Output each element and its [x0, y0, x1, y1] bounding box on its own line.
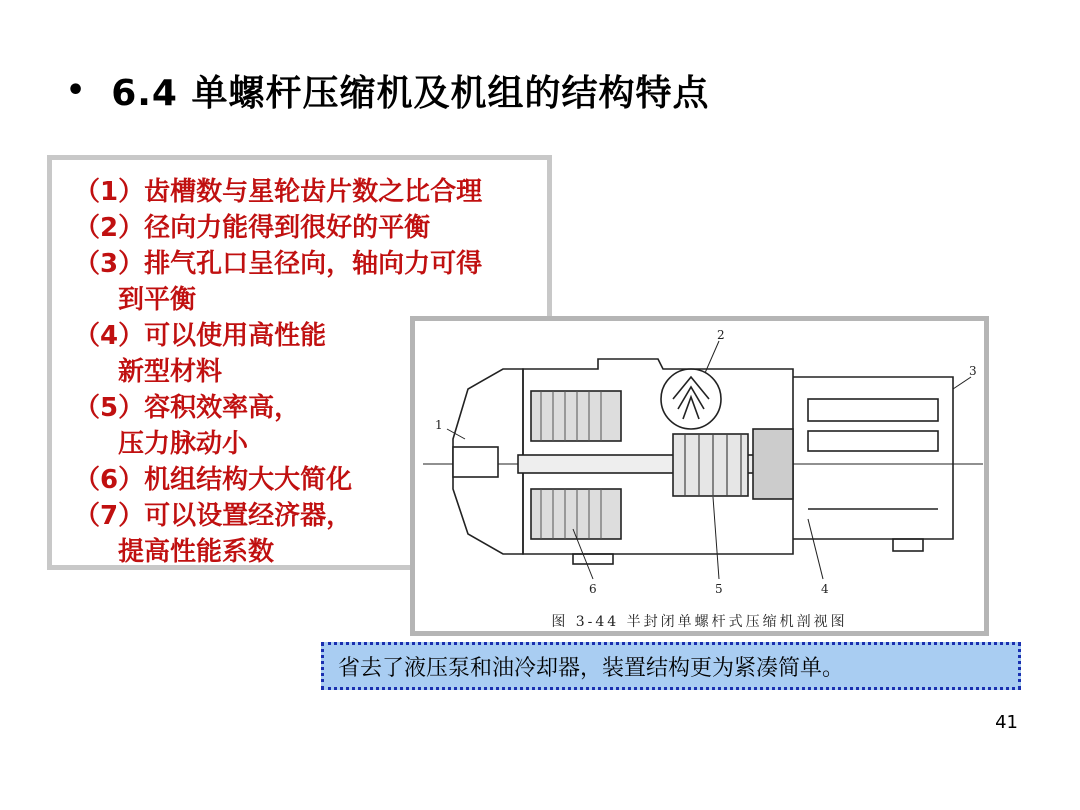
page-number: 41 — [995, 712, 1018, 733]
figure-caption: 图 3-44 半封闭单螺杆式压缩机剖视图 — [551, 614, 848, 630]
callout-1: 1 — [435, 418, 443, 432]
callout-2: 2 — [717, 329, 725, 342]
feature-item-1: （1）齿槽数与星轮齿片数之比合理 — [74, 177, 483, 207]
note-box — [321, 642, 1021, 690]
feature-item-6: （6）机组结构大大简化 — [74, 465, 353, 495]
feature-item-7: （7）可以设置经济器， 提高性能系数 — [74, 501, 353, 567]
bullet-icon: • — [66, 72, 86, 108]
compressor-figure — [410, 316, 989, 636]
callout-6: 6 — [589, 582, 597, 596]
slide-title-row — [66, 60, 710, 120]
compressor-cross-section-drawing — [423, 329, 983, 604]
slide-title: 6.4 单螺杆压缩机及机组的结构特点 — [111, 72, 710, 114]
note-text: 省去了液压泵和油冷却器，装置结构更为紧凑简单。 — [338, 655, 845, 681]
callout-5: 5 — [715, 582, 723, 596]
feature-item-5: （5）容积效率高， 压力脉动小 — [74, 393, 301, 459]
callout-4: 4 — [821, 582, 829, 596]
feature-item-4: （4）可以使用高性能 新型材料 — [74, 321, 327, 387]
callout-3: 3 — [969, 364, 977, 378]
feature-item-2: （2）径向力能得到很好的平衡 — [74, 213, 431, 243]
feature-item-3: （3）排气孔口呈径向，轴向力可得 到平衡 — [74, 249, 483, 315]
